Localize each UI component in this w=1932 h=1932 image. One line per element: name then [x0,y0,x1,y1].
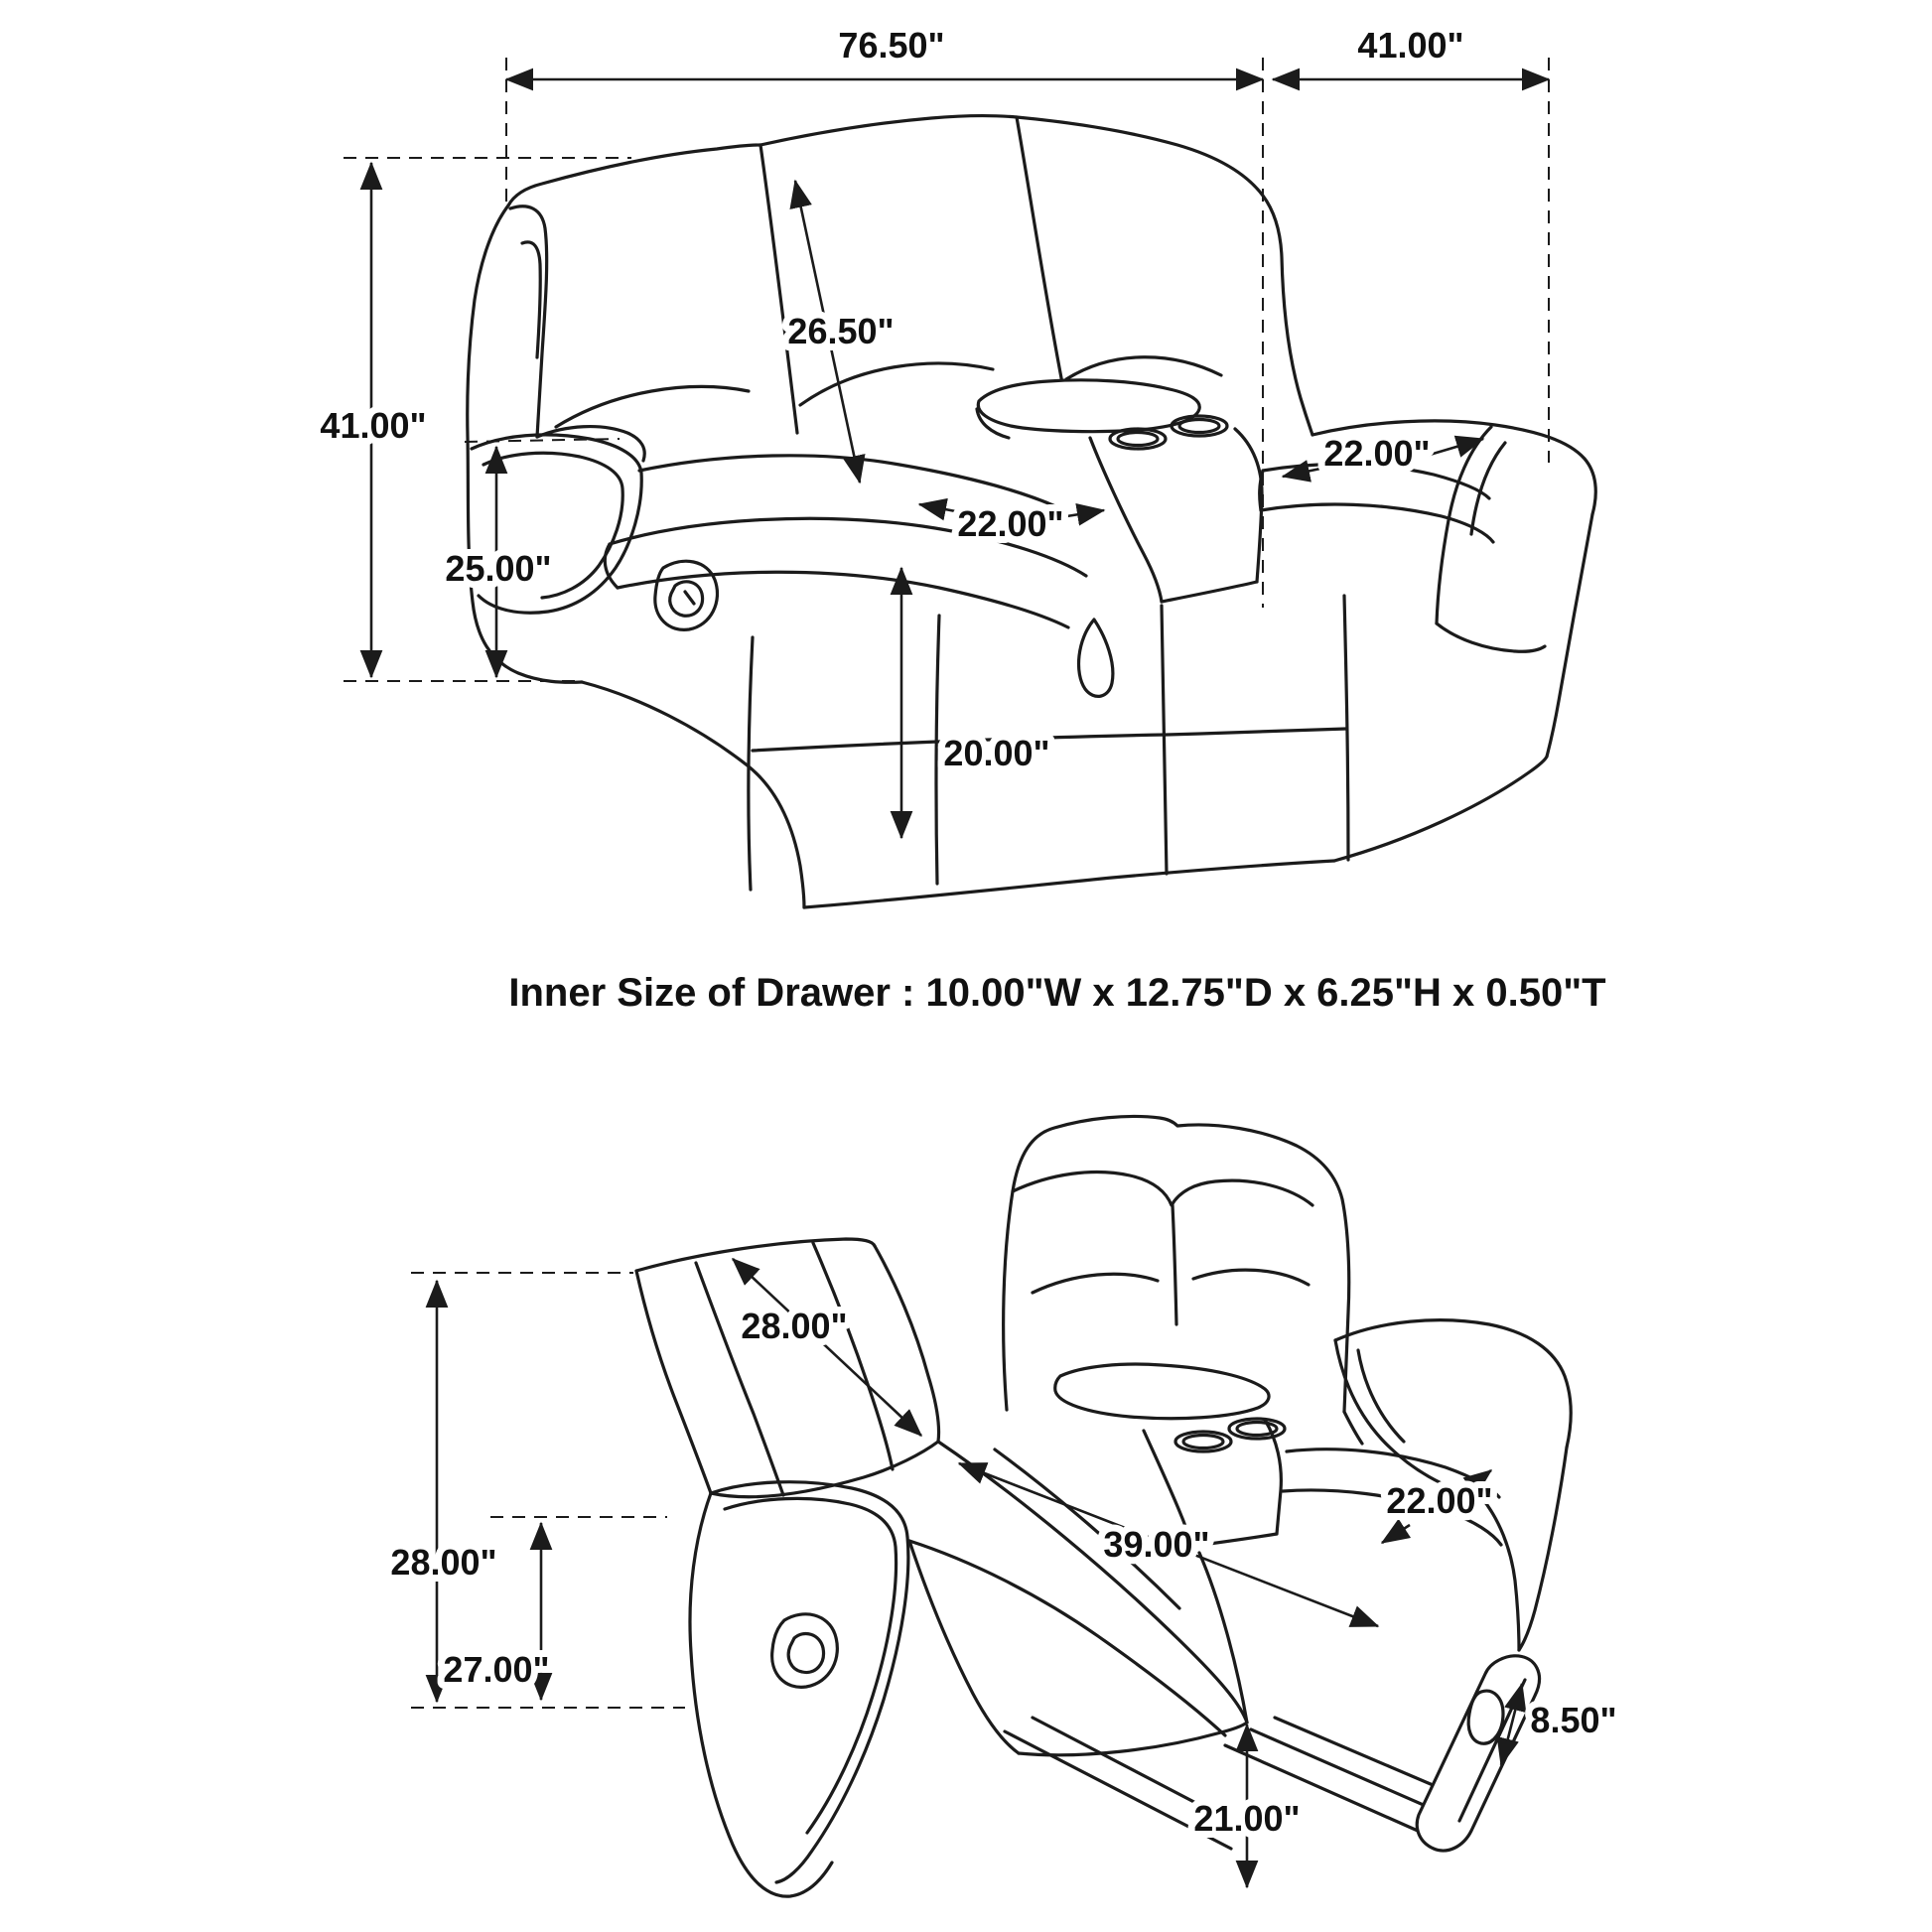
outline-path [725,1498,897,1833]
outline-path [938,1442,1247,1723]
outline-path [1090,438,1162,602]
outline-path [1358,1350,1404,1442]
cupholder-ring [1179,420,1219,433]
dim-seat-width-right-label: 22.00" [1323,433,1431,474]
outline-path [1344,1412,1362,1444]
outline-path [556,387,749,428]
outline-path [978,380,1199,432]
outline-path [1017,117,1062,383]
dim-overall-width-label: 76.50" [838,25,945,66]
dim-recline-length-label: 39.00" [1103,1524,1210,1565]
outline-path [1437,427,1491,623]
outline-path [696,1263,783,1495]
left-arm-reclined [690,1482,908,1896]
outline-path [776,1537,908,1882]
center-console [977,380,1262,602]
dim-seat-width-left-label: 22.00" [957,503,1064,544]
dim-seat-clearance-label: 21.00" [1193,1798,1301,1839]
outline-path [1334,757,1547,861]
outline-path [1162,582,1257,602]
recliner-handle-icon [655,561,718,629]
outline-path [508,116,1312,435]
dim-seat-front-height-label: 20.00" [943,733,1050,773]
dimension-line [733,1259,921,1436]
outline-path [582,682,804,907]
outline-path [636,1271,711,1493]
outline-path [1199,1553,1247,1723]
dim-back-height-label: 26.50" [787,311,895,351]
outline-path [772,1614,838,1688]
reclined-dimension-lines [411,1259,1522,1887]
outline-path [685,592,694,604]
outline-path [1079,620,1113,696]
center-console-reclined [1055,1364,1285,1547]
dimension-line [1283,469,1320,477]
outline-path [749,637,753,890]
drawer-size-title: Inner Size of Drawer : 10.00"W x 12.75"D x 6.25"H x 0.50"T [508,971,1606,1015]
outline-path [1261,504,1493,542]
outline-path [804,861,1334,907]
outline-path [1437,623,1545,651]
outline-path [936,616,939,884]
outline-path [1519,1448,1567,1650]
dim-arm-height-label: 25.00" [445,548,552,589]
outline-path [1055,1364,1269,1419]
reclined-backrest [636,1239,939,1497]
outline-path [760,145,797,433]
dim-overall-height-label: 41.00" [320,405,427,446]
outline-path [711,1442,938,1497]
cupholder-ring [1183,1436,1223,1449]
outline-path [1066,357,1221,379]
outline-path [1013,1173,1312,1205]
outline-path [636,1239,875,1271]
dim-reclined-height-label: 28.00" [390,1542,497,1583]
dim-footrest-height-label: 8.50" [1530,1700,1617,1740]
dim-back-length-label: 28.00" [741,1306,848,1346]
outline-path [639,456,1064,510]
recliner-handle-icon-reclined [772,1614,838,1688]
outline-path [522,242,540,357]
outline-path [800,363,993,405]
outline-path [1235,429,1262,582]
reclined-seat [909,1442,1247,1755]
dimension-line [1382,1525,1410,1543]
cupholder-ring [1118,433,1158,446]
outline-path [670,582,703,616]
dim-reclined-arm-height-label: 27.00" [443,1649,550,1690]
outline-path [1173,1205,1176,1324]
outline-path [909,1541,1019,1753]
outline-path [1547,514,1592,757]
outline-path [813,1243,893,1469]
outline-path [690,1493,832,1896]
dim-reclined-seat-width-label: 22.00" [1386,1480,1493,1521]
outline-path [1162,606,1167,874]
outline-path [1193,1270,1309,1285]
outline-path [875,1246,939,1442]
outline-path [1033,1274,1158,1293]
dim-overall-depth-label: 41.00" [1357,25,1464,66]
outline-path [788,1633,823,1672]
